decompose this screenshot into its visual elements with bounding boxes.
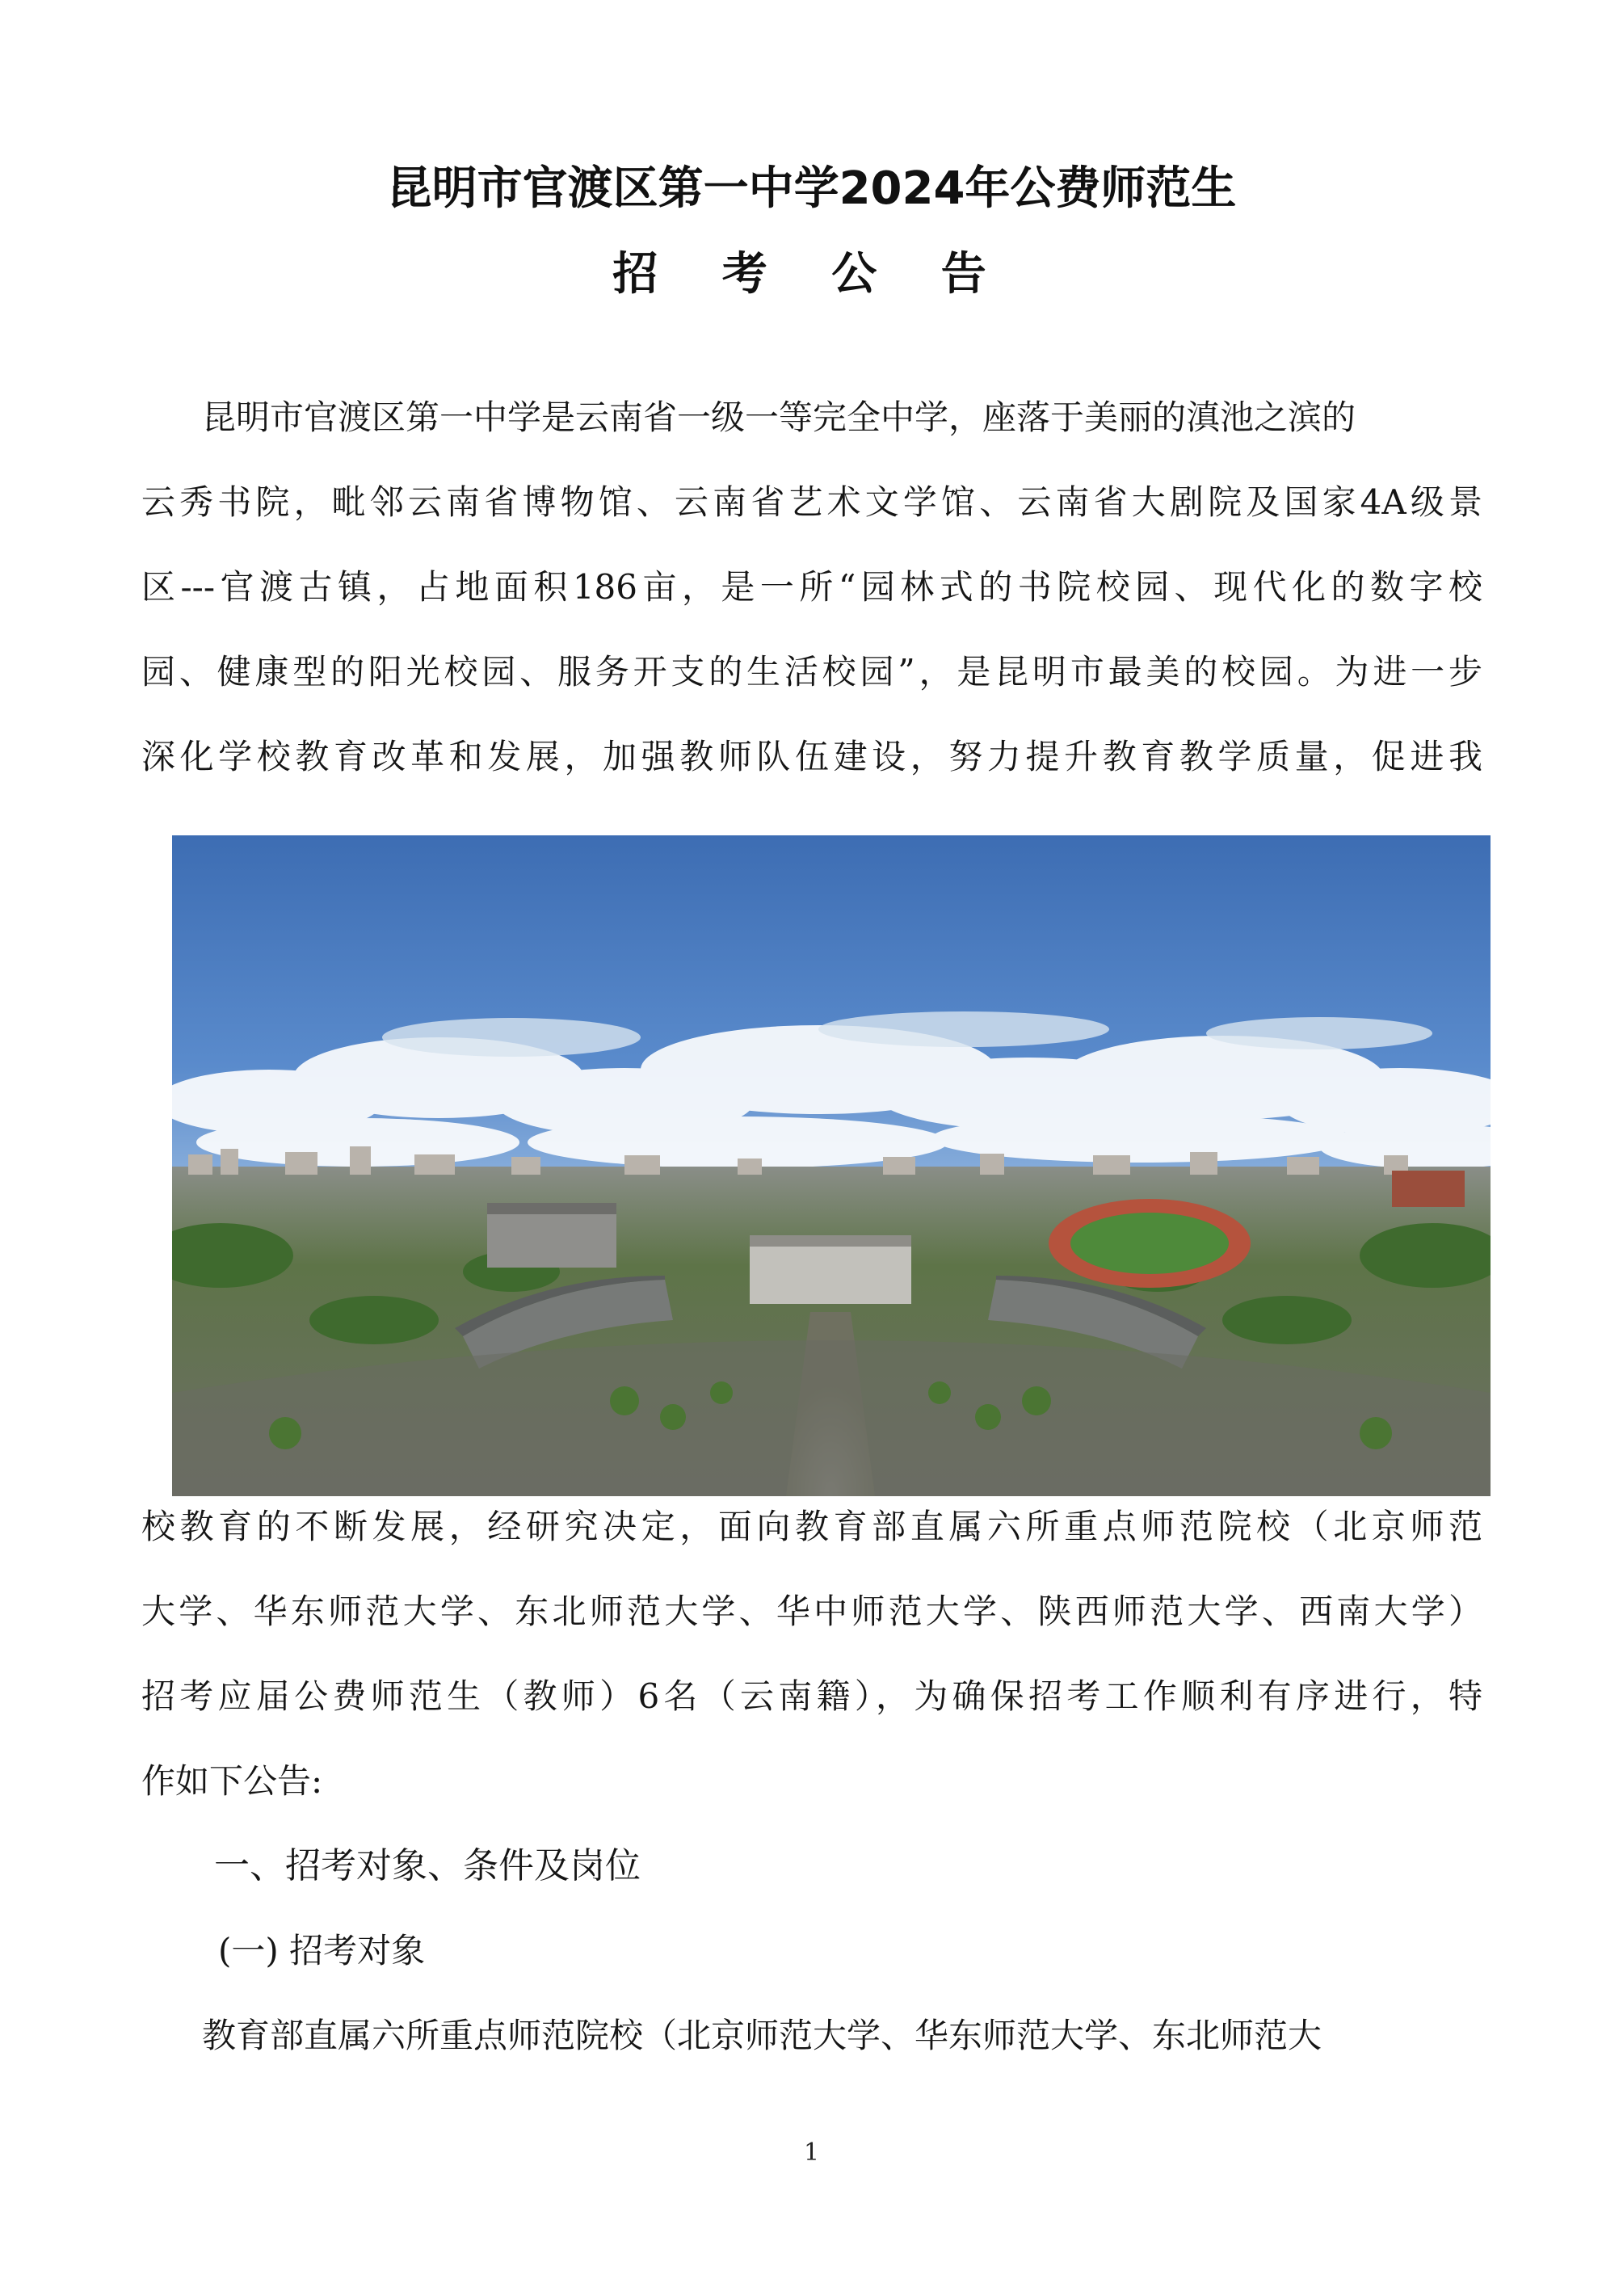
subsection1-heading: (一) 招考对象: [218, 1931, 426, 1970]
paragraph1-line1: 昆明市官渡区第一中学是云南省一级一等完全中学，座落于美丽的滇池之滨的: [202, 397, 1356, 437]
paragraph2-line3: 招考应届公费师范生（教师）6名（云南籍），为确保招考工作顺利有序进行，特: [141, 1676, 1482, 1716]
paragraph2-line4: 作如下公告:: [141, 1761, 323, 1801]
paragraph1-line4: 园、健康型的阳光校园、服务开支的生活校园”，是昆明市最美的校园。为进一步: [141, 652, 1482, 692]
paragraph2-line1: 校教育的不断发展，经研究决定，面向教育部直属六所重点师范院校（北京师范: [141, 1507, 1482, 1546]
page-number: 1: [803, 2138, 820, 2167]
campus-panorama-photo: [172, 835, 1491, 1496]
paragraph3-line1: 教育部直属六所重点师范院校（北京师范大学、华东师范大学、东北师范大: [202, 2016, 1322, 2055]
section1-heading: 一、招考对象、条件及岗位: [214, 1845, 641, 1886]
document-title-line2: 招 考 公 告: [612, 248, 1011, 301]
document-title-line1: 昆明市官渡区第一中学2024年公费师范生: [386, 162, 1237, 215]
paragraph2-line2: 大学、华东师范大学、东北师范大学、华中师范大学、陕西师范大学、西南大学）: [141, 1592, 1482, 1631]
paragraph1-line5: 深化学校教育改革和发展，加强教师队伍建设，努力提升教育教学质量，促进我: [141, 737, 1482, 776]
paragraph1-line3: 区---官渡古镇，占地面积186亩，是一所“园林式的书院校园、现代化的数字校: [141, 567, 1482, 607]
paragraph1-line2: 云秀书院，毗邻云南省博物馆、云南省艺术文学馆、云南省大剧院及国家4A级景: [141, 482, 1482, 522]
campus-panorama-image: [172, 835, 1491, 1496]
